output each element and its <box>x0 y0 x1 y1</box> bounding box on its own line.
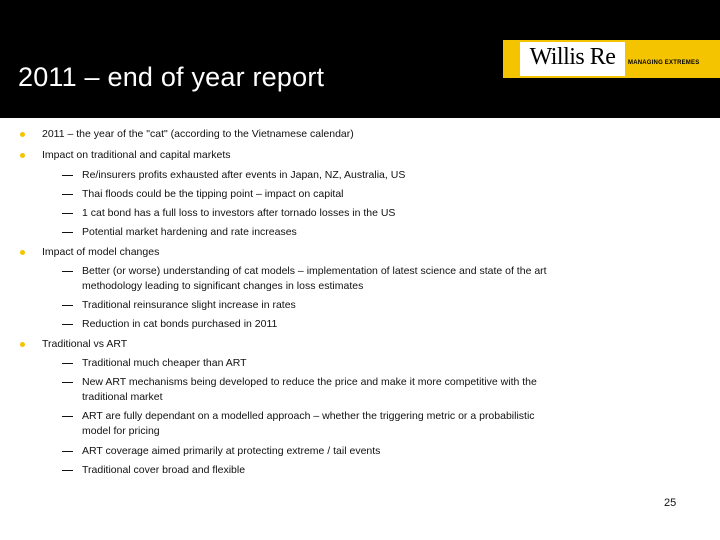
sub-bullet-dash-icon <box>62 305 73 306</box>
sub-bullet-dash-icon <box>62 382 73 383</box>
sub-bullet-item: New ART mechanisms being developed to reduce the price and make it more competitive with the <box>82 376 537 388</box>
slide-title: 2011 – end of year report <box>18 62 325 92</box>
bullet-dot-icon <box>20 153 25 158</box>
bullet-item: Impact on traditional and capital markets <box>42 149 231 161</box>
bullet-item: Impact of model changes <box>42 246 160 258</box>
sub-bullet-item: Traditional reinsurance slight increase in rates <box>82 299 296 311</box>
sub-bullet-continuation: model for pricing <box>82 425 160 437</box>
sub-bullet-dash-icon <box>62 194 73 195</box>
sub-bullet-item: Potential market hardening and rate increases <box>82 226 297 238</box>
sub-bullet-dash-icon <box>62 213 73 214</box>
sub-bullet-item: ART are fully dependant on a modelled approach – whether the triggering metric or a probabilistic <box>82 410 535 422</box>
bullet-dot-icon <box>20 250 25 255</box>
sub-bullet-item: ART coverage aimed primarily at protecting extreme / tail events <box>82 445 381 457</box>
sub-bullet-dash-icon <box>62 363 73 364</box>
logo-wordmark: Willis Re <box>529 44 616 70</box>
sub-bullet-dash-icon <box>62 451 73 452</box>
sub-bullet-item: Reduction in cat bonds purchased in 2011 <box>82 318 278 330</box>
bullet-item: 2011 – the year of the "cat" (according to the Vietnamese calendar) <box>42 128 354 140</box>
bullet-dot-icon <box>20 342 25 347</box>
sub-bullet-continuation: methodology leading to significant changes in loss estimates <box>82 280 364 292</box>
sub-bullet-dash-icon <box>62 175 73 176</box>
page-number: 25 <box>664 497 677 509</box>
sub-bullet-dash-icon <box>62 416 73 417</box>
logo-tagline: MANAGING EXTREMES <box>628 60 700 66</box>
sub-bullet-item: Traditional cover broad and flexible <box>82 464 246 476</box>
bullet-item: Traditional vs ART <box>42 338 128 350</box>
sub-bullet-item: Thai floods could be the tipping point – impact on capital <box>82 188 344 200</box>
sub-bullet-dash-icon <box>62 271 73 272</box>
sub-bullet-dash-icon <box>62 324 73 325</box>
sub-bullet-continuation: traditional market <box>82 391 163 403</box>
sub-bullet-item: Traditional much cheaper than ART <box>82 357 247 369</box>
sub-bullet-dash-icon <box>62 232 73 233</box>
sub-bullet-item: 1 cat bond has a full loss to investors after tornado losses in the US <box>82 207 396 219</box>
sub-bullet-item: Re/insurers profits exhausted after events in Japan, NZ, Australia, US <box>82 169 406 181</box>
sub-bullet-dash-icon <box>62 470 73 471</box>
sub-bullet-item: Better (or worse) understanding of cat models – implementation of latest science and state of the art <box>82 265 547 277</box>
bullet-dot-icon <box>20 132 25 137</box>
